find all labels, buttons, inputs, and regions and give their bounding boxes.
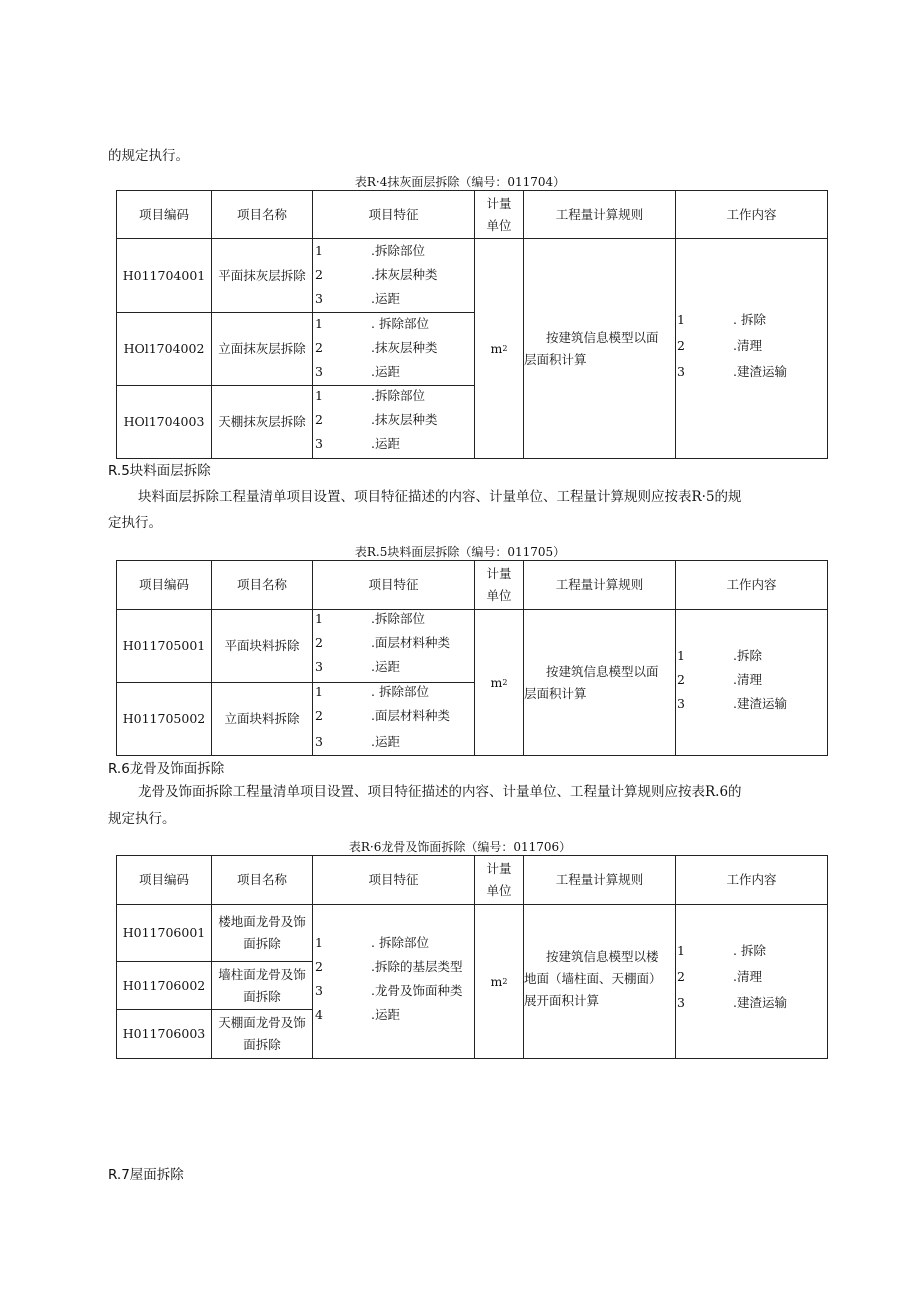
feature-num: 2 [315, 267, 323, 282]
row-code: H011704001 [122, 267, 206, 283]
row-code: H011706003 [122, 1026, 206, 1041]
work-text: .清理 [733, 672, 762, 687]
unit-cell [475, 905, 523, 1058]
work-text: . 拆除 [733, 943, 766, 958]
rule-cell [524, 661, 676, 705]
feature-text: .运距 [371, 291, 400, 306]
feature-num: 3 [315, 436, 323, 451]
feature-num: 3 [315, 291, 323, 306]
unit-value: m [490, 973, 503, 989]
feature-text: .拆除的基层类型 [371, 959, 463, 974]
rule-line: 层面积计算 [524, 686, 587, 701]
unit-sup: 2 [502, 343, 508, 353]
row-name: 天棚抹灰层拆除 [218, 414, 306, 429]
row-name-line: 天棚面龙骨及饰 [218, 1015, 306, 1030]
unit-value: m [490, 674, 503, 690]
table-r6-caption: 表R·6龙骨及饰面拆除（编号：011706） [348, 840, 572, 854]
header-features: 项目特征 [368, 577, 419, 592]
feature-text: . 拆除部位 [371, 684, 429, 699]
table-r5-caption: 表R.5块料面层拆除（编号：011705） [354, 545, 566, 559]
feature-text: .抹灰层种类 [371, 267, 438, 282]
feature-text: .运距 [371, 734, 400, 749]
feature-num: 2 [315, 708, 323, 723]
section-r6-para-line2: 规定执行。 [108, 811, 176, 827]
work-num: 3 [677, 696, 685, 711]
work-num: 1 [677, 312, 685, 327]
row-name [212, 962, 312, 1009]
feature-text: .运距 [371, 1007, 400, 1022]
row-name [212, 905, 312, 961]
header-unit-line1: 计量 [486, 566, 512, 581]
header-rule: 工程量计算规则 [555, 206, 644, 222]
work-text: .清理 [733, 969, 762, 984]
feature-text: .面层材料种类 [371, 708, 450, 723]
section-r6-para-line1: 龙骨及饰面拆除工程量清单项目设置、项目特征描述的内容、计量单位、工程量计算规则应按表R.6的 [138, 784, 742, 800]
feature-text: .运距 [371, 659, 400, 674]
feature-num: 1 [315, 316, 323, 331]
work-num: 2 [677, 338, 685, 353]
header-code: 项目编码 [138, 577, 189, 592]
work-num: 2 [677, 969, 685, 984]
section-r5-para-line2: 定执行。 [108, 515, 162, 531]
header-unit-line2: 单位 [486, 588, 512, 603]
header-unit-line2: 单位 [486, 217, 512, 233]
table-r5 [116, 560, 828, 756]
row-code: H011706002 [122, 977, 206, 993]
unit-cell [475, 610, 523, 755]
row-code: H011705001 [122, 638, 206, 653]
rule-line: 按建筑信息模型以面 [546, 330, 659, 345]
header-code: 项目编码 [138, 872, 189, 887]
feature-num: 1 [315, 388, 323, 403]
feature-text: . 拆除部位 [371, 316, 429, 331]
feature-text: .运距 [371, 364, 400, 379]
header-unit [475, 191, 523, 238]
work-num: 3 [677, 364, 685, 379]
feature-num: 1 [315, 243, 323, 258]
feature-text: .抹灰层种类 [371, 340, 438, 355]
table-r4-caption: 表R·4抹灰面层拆除（编号：011704） [354, 175, 566, 189]
table-r6 [116, 855, 828, 1059]
feature-text: .龙骨及饰面种类 [371, 983, 463, 998]
work-text: .建渣运输 [733, 364, 787, 379]
feature-num: 2 [315, 959, 323, 974]
feature-num: 1 [315, 935, 323, 950]
table-r4 [116, 190, 828, 459]
unit-sup: 2 [502, 976, 508, 986]
row-name-line: 墙柱面龙骨及饰 [218, 966, 306, 982]
feature-num: 3 [315, 364, 323, 379]
feature-text: .抹灰层种类 [371, 412, 438, 427]
rule-line: 展开面积计算 [524, 993, 600, 1008]
row-code: HOl1704002 [123, 341, 205, 356]
section-r7-heading: R.7屋面拆除 [108, 1167, 184, 1183]
header-name: 项目名称 [236, 206, 287, 222]
header-unit-line2: 单位 [486, 883, 512, 898]
row-name-line: 面拆除 [243, 936, 281, 951]
row-name-line: 楼地面龙骨及饰 [218, 914, 306, 929]
feature-text: .拆除部位 [371, 243, 425, 258]
intro-text: 的规定执行。 [108, 148, 189, 164]
unit-value: m [490, 340, 503, 356]
row-name: 立面块料拆除 [224, 711, 300, 726]
row-name-line: 面拆除 [243, 988, 281, 1004]
work-text: .建渣运输 [733, 995, 787, 1010]
row-code: H011706001 [122, 925, 206, 940]
header-features: 项目特征 [368, 872, 419, 887]
rule-cell [524, 946, 676, 1012]
section-r5-para-line1: 块料面层拆除工程量清单项目设置、项目特征描述的内容、计量单位、工程量计算规则应按表R·5的规 [138, 489, 742, 505]
header-unit-line1: 计量 [486, 861, 512, 876]
header-unit [475, 561, 523, 609]
section-r6-heading: R.6龙骨及饰面拆除 [108, 761, 225, 777]
feature-num: 2 [315, 340, 323, 355]
header-work: 工作内容 [726, 206, 777, 222]
unit-sup: 2 [502, 677, 508, 687]
work-text: .清理 [733, 338, 762, 353]
work-text: . 拆除 [733, 312, 766, 327]
row-code: HOl1704003 [123, 414, 205, 429]
unit-cell [475, 239, 523, 458]
header-name: 项目名称 [236, 872, 287, 887]
work-text: .建渣运输 [733, 696, 787, 711]
rule-line: 地面（墙柱面、天棚面） [524, 971, 662, 986]
header-work: 工作内容 [726, 872, 777, 887]
row-name: 平面抹灰层拆除 [218, 267, 306, 283]
work-num: 3 [677, 995, 685, 1010]
feature-num: 2 [315, 635, 323, 650]
feature-num: 3 [315, 983, 323, 998]
work-num: 1 [677, 648, 685, 663]
work-text: .拆除 [733, 648, 762, 663]
header-features: 项目特征 [368, 206, 419, 222]
rule-line: 按建筑信息模型以楼 [546, 949, 659, 964]
header-unit [475, 856, 523, 904]
feature-num: 4 [315, 1007, 323, 1022]
feature-num: 1 [315, 684, 323, 699]
header-code: 项目编码 [138, 206, 189, 222]
section-r5-heading: R.5块料面层拆除 [108, 463, 211, 479]
feature-num: 3 [315, 734, 323, 749]
feature-text: .面层材料种类 [371, 635, 450, 650]
row-name: 平面块料拆除 [224, 638, 300, 653]
header-work: 工作内容 [726, 577, 777, 592]
header-rule: 工程量计算规则 [555, 577, 644, 592]
header-name: 项目名称 [236, 577, 287, 592]
feature-text: . 拆除部位 [371, 935, 429, 950]
row-name: 立面抹灰层拆除 [218, 341, 306, 356]
row-name-line: 面拆除 [243, 1037, 281, 1052]
rule-line: 按建筑信息模型以面 [546, 664, 659, 679]
rule-line: 层面积计算 [524, 352, 587, 367]
feature-text: .运距 [371, 436, 400, 451]
rule-cell [524, 327, 676, 371]
row-code: H011705002 [122, 711, 206, 726]
row-name [212, 1010, 312, 1058]
feature-num: 3 [315, 659, 323, 674]
work-num: 2 [677, 672, 685, 687]
header-rule: 工程量计算规则 [555, 872, 644, 887]
feature-num: 1 [315, 611, 323, 626]
header-unit-line1: 计量 [486, 195, 512, 211]
work-num: 1 [677, 943, 685, 958]
feature-text: .拆除部位 [371, 388, 425, 403]
feature-text: .拆除部位 [371, 611, 425, 626]
feature-num: 2 [315, 412, 323, 427]
